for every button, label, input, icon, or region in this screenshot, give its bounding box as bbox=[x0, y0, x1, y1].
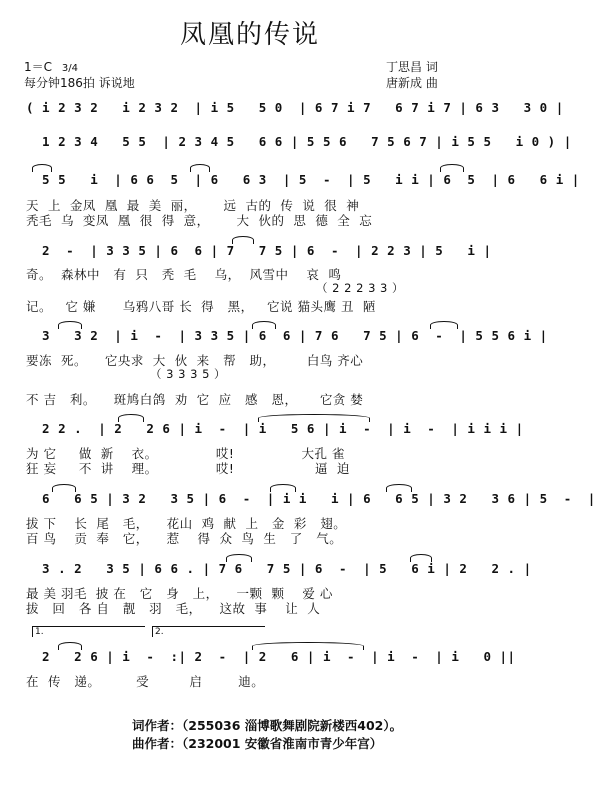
lyric-verse-1: 为 它 做 新 衣。 哎! 大孔 雀 bbox=[26, 446, 345, 461]
slur bbox=[32, 164, 52, 172]
tempo-marking: 每分钟186拍 诉说地 bbox=[24, 76, 135, 90]
lyric-verse-1: 最 美 羽毛 披 在 它 身 上， 一颗 颗 爱 心 bbox=[26, 586, 333, 601]
score-line-1: ( i 2 3 2 i 2 3 2 | i 5 5 0 | 6 7 i 7 6 7 i 7 | 6 3 3 0 | bbox=[26, 100, 564, 115]
lyric-verse-1: 要冻 死。 它央求 大 伙 来 帮 助， 白鸟 齐心 bbox=[26, 353, 364, 368]
alt-notes: （ 2 2 2 3 3 ） bbox=[316, 281, 405, 295]
lyric-verse-1: 拔 下 长 尾 毛， 花山 鸡 献 上 金 彩 翅。 bbox=[26, 516, 347, 531]
lyric-verse-1: 天 上 金凤 凰 最 美 丽， 远 古的 传 说 很 神 bbox=[26, 198, 360, 213]
score-line-6: 2 2 . | 2 2 6 | i - | i 5 6 | i - | i - | i i i | bbox=[26, 421, 524, 436]
footer-lyricist: 词作者：（255036 淄博歌舞剧院新楼西402）。 bbox=[132, 718, 403, 733]
page-title: 凤凰的传说 bbox=[179, 20, 320, 50]
score-line-2: 1 2 3 4 5 5 | 2 3 4 5 6 6 | 5 5 6 7 5 6 7 | i 5 5 i 0 ) | bbox=[26, 134, 572, 149]
lyric-verse-1: 奇。 森林中 有 只 秃 毛 乌， 风雪中 哀 鸣 bbox=[26, 267, 342, 282]
score-line-8: 3 . 2 3 5 | 6 6 . | 7 6 7 5 | 6 - | 5 6 i | 2 2 . | bbox=[26, 561, 532, 576]
composer-credit: 唐新成 曲 bbox=[386, 76, 438, 90]
key-text: 1＝C bbox=[24, 60, 53, 74]
lyric-verse-2: 不 吉 利。 斑鸠白鸽 劝 它 应 感 恩， 它贪 婪 bbox=[26, 392, 364, 407]
lyric-verse-2: 记。 它 嫌 乌鸦八哥 长 得 黑， 它说 猫头鹰 丑 陋 bbox=[26, 299, 376, 314]
slur bbox=[190, 164, 210, 172]
score-line-5: 3 3 2 | i - | 3 3 5 | 6 6 | 7 6 7 5 | 6 - | 5 5 6 i | bbox=[26, 328, 548, 343]
volta-1: 1. bbox=[32, 626, 145, 637]
lyric-verse-1: 在 传 递。 受 启 迪。 bbox=[26, 674, 265, 689]
volta-2: 2. bbox=[152, 626, 265, 637]
footer-composer: 曲作者：（232001 安徽省淮南市青少年宫） bbox=[132, 736, 383, 751]
lyricist-credit: 丁思昌 词 bbox=[386, 60, 438, 74]
key-signature bbox=[24, 58, 78, 75]
time-signature: 3/4 bbox=[61, 63, 78, 74]
lyric-verse-2: 狂 妄 不 讲 理。 哎! 逼 迫 bbox=[26, 461, 350, 476]
slur bbox=[440, 164, 464, 172]
lyric-verse-2: 秃毛 乌 变凤 凰 很 得 意， 大 伙的 思 德 全 忘 bbox=[26, 213, 373, 228]
score-line-4: 2 - | 3 3 5 | 6 6 | 7 7 5 | 6 - | 2 2 3 | 5 i | bbox=[26, 243, 492, 258]
score-line-3: 5 5 i | 6 6 5 | 6 6 3 | 5 - | 5 i i | 6 5 | 6 6 i | bbox=[26, 172, 580, 187]
lyric-verse-2: 拔 回 各 自 靓 羽 毛， 这故 事 让 人 bbox=[26, 601, 321, 616]
lyric-verse-2: 百 鸟 贡 奉 它， 惹 得 众 鸟 生 了 气。 bbox=[26, 531, 343, 546]
score-line-7: 6 6 5 | 3 2 3 5 | 6 - | i i i | 6 6 5 | 3 2 3 6 | 5 - | bbox=[26, 491, 596, 506]
alt-notes: （ 3 3 3 5 ） bbox=[150, 367, 227, 381]
score-line-9: 2 2 6 | i - :| 2 - | 2 6 | i - | i - | i 0 || bbox=[26, 649, 516, 664]
